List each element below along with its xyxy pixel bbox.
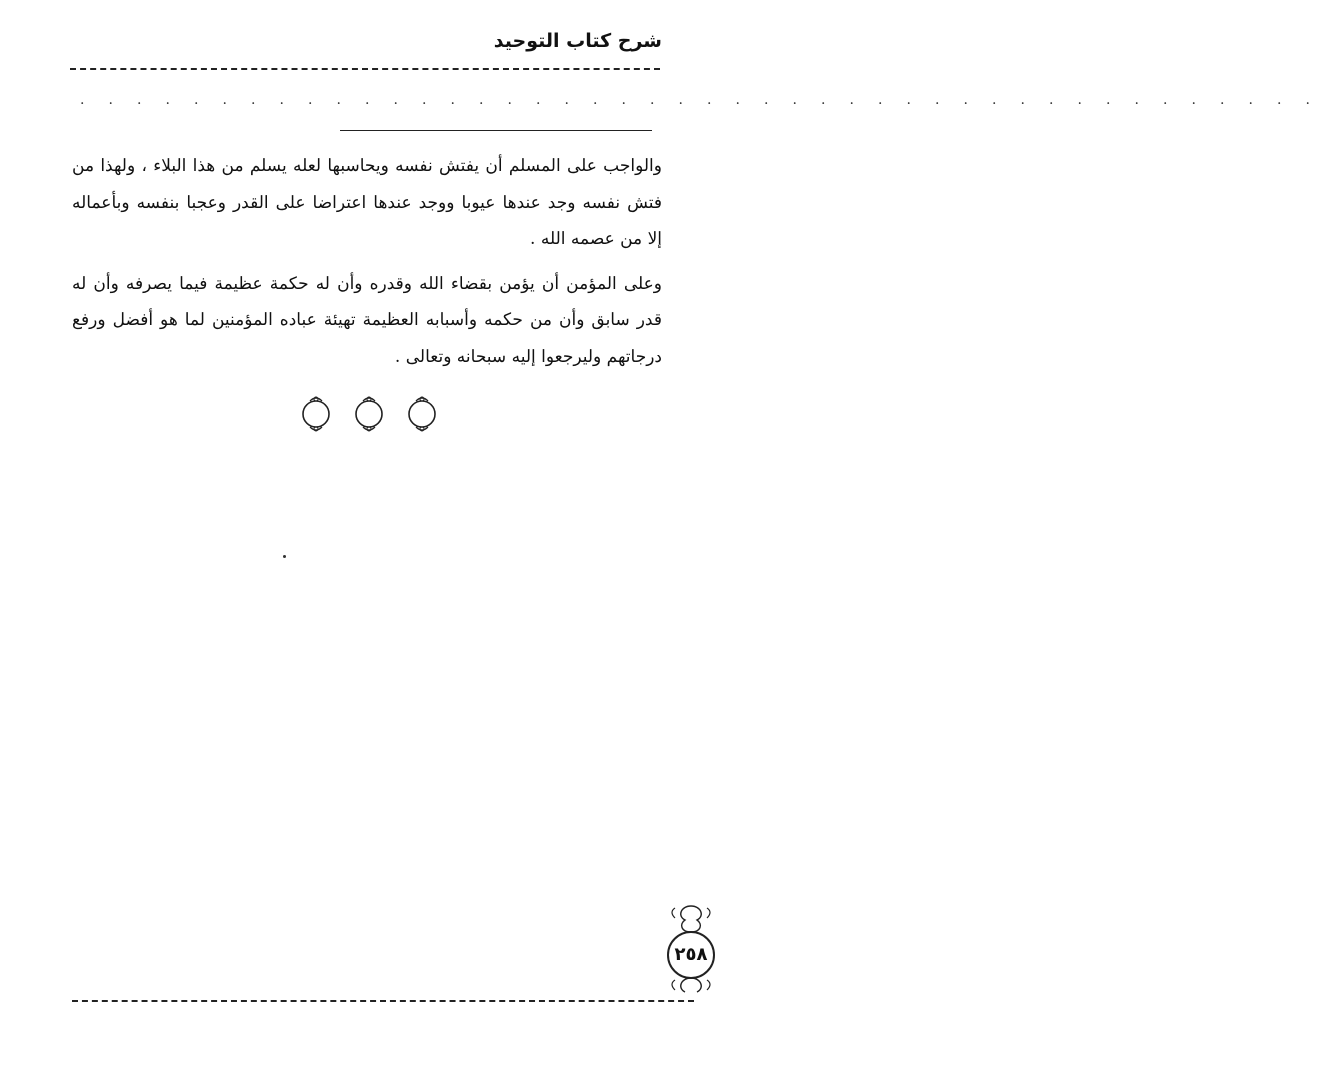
paragraph: وعلى المؤمن أن يؤمن بقضاء الله وقدره وأن له حكمة عظيمة فيما يصرفه وأن له قدر سابق وأن من حكمه وأسبابه العظيمة تهيئة عباده المؤمنين لما هو أفضل ورفع درجاتهم وليرجعوا إليه سبحانه وتعالى . — [72, 273, 662, 367]
flourish-icon — [351, 394, 387, 434]
main-text — [72, 148, 662, 375]
section-end-ornaments — [298, 394, 440, 434]
paragraph: والواجب على المسلم أن يفتش نفسه ويحاسبها لعله يسلم من هذا البلاء ، ولهذا من فتش نفسه وجد عندها عيوبا ووجد عندها اعتراضا على القدر وعجبا بنفسه وبأعماله إلا من عصمه الله . — [72, 156, 662, 249]
header-divider — [70, 68, 660, 70]
running-title: شرح كتاب التوحيد — [493, 30, 662, 52]
scan-speck — [283, 555, 286, 558]
footnote-dot-leader: . . . . . . . . . . . . . . . . . . . . . . . . . . . . . . . . . . . . . . . . . . . . — [80, 92, 1320, 108]
flourish-icon — [298, 394, 334, 434]
footer-divider — [72, 1000, 694, 1002]
page-number: ٢٥٨ — [674, 943, 708, 965]
flourish-icon — [404, 394, 440, 434]
footnote-divider — [340, 130, 652, 131]
